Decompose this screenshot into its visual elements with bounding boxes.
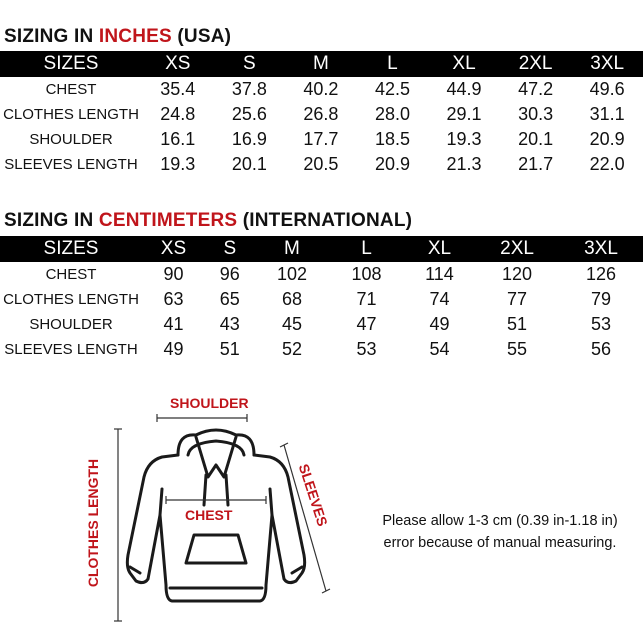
table-cell: 49.6 xyxy=(589,79,625,99)
table-cell: 54 xyxy=(429,339,450,359)
table-cell: 49 xyxy=(429,314,450,334)
table-cell: 21.3 xyxy=(446,154,482,174)
inches-title-suffix: (USA) xyxy=(171,26,232,47)
row-label: SLEEVES LENGTH xyxy=(4,156,138,173)
table-cell: 18.5 xyxy=(374,129,410,149)
header-cell-s: S xyxy=(214,51,286,77)
table-cell: 108 xyxy=(351,264,382,284)
table-cell: 68 xyxy=(281,289,302,309)
note-line-1: Please allow 1-3 cm (0.39 in-1.18 in) xyxy=(382,513,618,529)
table-row xyxy=(0,262,643,287)
table-cell: 96 xyxy=(219,264,240,284)
table-cell: 51 xyxy=(507,314,528,334)
table-cell: 74 xyxy=(429,289,450,309)
table-cell: 30.3 xyxy=(518,104,554,124)
table-cell: 37.8 xyxy=(231,79,267,99)
table-cell: 22.0 xyxy=(589,154,625,174)
table-cell: 47 xyxy=(356,314,377,334)
clothes-length-label: CLOTHES LENGTH xyxy=(85,458,102,588)
table-cell: 40.2 xyxy=(303,79,339,99)
table-cell: 16.1 xyxy=(160,129,196,149)
header-cell-xs: XS xyxy=(142,236,205,262)
table-cell: 41 xyxy=(163,314,184,334)
table-row xyxy=(0,287,643,312)
table-cell: 90 xyxy=(163,264,184,284)
measurement-diagram xyxy=(70,385,370,640)
table-cell: 79 xyxy=(590,289,612,309)
header-cell-m: M xyxy=(285,51,357,77)
row-label: CLOTHES LENGTH xyxy=(3,106,139,123)
header-cell-2xl: 2XL xyxy=(475,236,559,262)
cm-size-table xyxy=(0,236,643,362)
inches-title-accent: INCHES xyxy=(98,26,172,47)
table-cell: 51 xyxy=(219,339,240,359)
row-label: CHEST xyxy=(45,81,97,98)
table-cell: 126 xyxy=(585,264,617,284)
table-header-row xyxy=(0,51,643,77)
table-cell: 19.3 xyxy=(446,129,482,149)
header-cell-xs: XS xyxy=(142,51,214,77)
table-cell: 20.1 xyxy=(231,154,267,174)
table-cell: 35.4 xyxy=(160,79,196,99)
table-cell: 20.9 xyxy=(589,129,625,149)
row-label: SLEEVES LENGTH xyxy=(4,341,138,358)
table-cell: 43 xyxy=(219,314,240,334)
table-cell: 21.7 xyxy=(518,154,554,174)
chest-label: CHEST xyxy=(185,507,233,523)
table-cell: 56 xyxy=(590,339,612,359)
header-cell-3xl: 3XL xyxy=(571,51,643,77)
cm-title-suffix: (INTERNATIONAL) xyxy=(237,210,413,231)
table-cell: 114 xyxy=(425,264,454,284)
table-cell: 20.1 xyxy=(518,129,554,149)
table-cell: 102 xyxy=(276,264,307,284)
header-cell-m: M xyxy=(255,236,330,262)
note-line-2: error because of manual measuring. xyxy=(383,535,617,551)
inches-title-prefix: SIZING IN xyxy=(4,26,99,47)
table-header-row xyxy=(0,236,643,262)
header-cell-3xl: 3XL xyxy=(559,236,643,262)
cm-title-prefix: SIZING IN xyxy=(4,210,99,231)
row-label: SHOULDER xyxy=(29,131,113,148)
row-label: CHEST xyxy=(45,266,97,283)
header-cell-sizes: SIZES xyxy=(0,236,142,262)
header-cell-xl: XL xyxy=(404,236,475,262)
inches-size-table xyxy=(0,51,643,177)
table-cell: 20.5 xyxy=(303,154,339,174)
table-cell: 63 xyxy=(163,289,184,309)
table-row xyxy=(0,337,643,362)
table-cell: 29.1 xyxy=(446,104,482,124)
table-cell: 47.2 xyxy=(518,79,554,99)
table-cell: 65 xyxy=(219,289,240,309)
table-row xyxy=(0,102,643,127)
table-cell: 49 xyxy=(163,339,184,359)
row-label: SHOULDER xyxy=(29,316,113,333)
table-cell: 28.0 xyxy=(374,104,410,124)
cm-section-title xyxy=(4,210,412,232)
sleeves-label: SLEEVES xyxy=(295,461,331,529)
table-cell: 53 xyxy=(356,339,377,359)
header-cell-l: L xyxy=(357,51,429,77)
table-cell: 52 xyxy=(281,339,302,359)
inches-section-title xyxy=(4,26,231,48)
table-cell: 120 xyxy=(502,264,533,284)
header-cell-l: L xyxy=(329,236,404,262)
table-cell: 71 xyxy=(356,289,377,309)
header-cell-xl: XL xyxy=(428,51,500,77)
table-cell: 45 xyxy=(281,314,302,334)
table-cell: 25.6 xyxy=(231,104,267,124)
header-cell-sizes: SIZES xyxy=(0,51,142,77)
shoulder-label: SHOULDER xyxy=(170,395,249,411)
table-cell: 16.9 xyxy=(231,129,267,149)
table-row xyxy=(0,127,643,152)
table-cell: 26.8 xyxy=(303,104,339,124)
header-cell-2xl: 2XL xyxy=(500,51,572,77)
table-cell: 53 xyxy=(590,314,612,334)
table-cell: 55 xyxy=(507,339,528,359)
table-cell: 44.9 xyxy=(446,79,482,99)
table-cell: 20.9 xyxy=(374,154,410,174)
table-cell: 77 xyxy=(507,289,528,309)
table-row xyxy=(0,77,643,102)
table-cell: 24.8 xyxy=(160,104,196,124)
table-row xyxy=(0,312,643,337)
header-cell-s: S xyxy=(205,236,255,262)
table-row xyxy=(0,152,643,177)
table-cell: 19.3 xyxy=(160,154,196,174)
row-label: CLOTHES LENGTH xyxy=(3,291,139,308)
cm-title-accent: CENTIMETERS xyxy=(98,210,238,231)
table-cell: 42.5 xyxy=(374,79,410,99)
measurement-note xyxy=(360,510,640,554)
table-cell: 31.1 xyxy=(589,104,625,124)
table-cell: 17.7 xyxy=(303,129,339,149)
